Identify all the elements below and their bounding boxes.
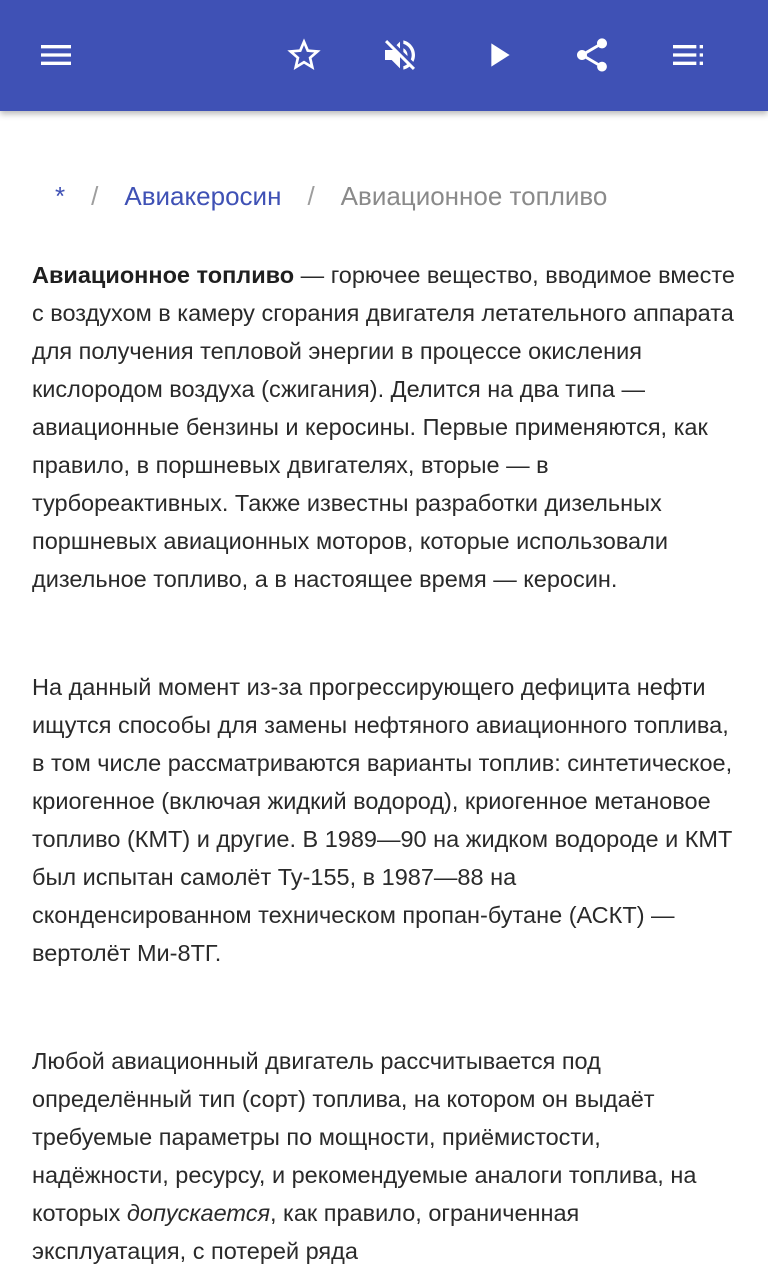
mute-button[interactable] xyxy=(372,27,428,83)
article-paragraph-3 xyxy=(32,1042,738,1270)
app-toolbar xyxy=(0,0,768,111)
breadcrumb-separator: / xyxy=(91,181,99,211)
article-paragraph-2 xyxy=(32,668,738,972)
share-button[interactable] xyxy=(564,27,620,83)
volume-off-icon xyxy=(380,35,420,75)
favorite-button[interactable] xyxy=(276,27,332,83)
star-outline-icon xyxy=(284,35,324,75)
paragraph-text: На данный момент из-за прогрессирующего дефицита нефти ищутся способы для замены нефтяного авиационного топлива, в том числе рассматриваются варианты топлив: синтетическое, криогенное (включая жидкий водород), криогенное метановое топливо (КМТ) и другие. В 1989—90 на жидком водороде и КМТ был испытан самолёт Ту-155, в 1987—88 на сконденсированном техническом пропан-бутане (АСКТ) — вертолёт Ми-8ТГ. xyxy=(32,674,733,966)
contents-button[interactable] xyxy=(660,27,716,83)
menu-button[interactable] xyxy=(28,27,84,83)
article-term: Авиационное топливо xyxy=(32,262,295,288)
breadcrumb-separator: / xyxy=(307,181,315,211)
emphasis-text: допускается xyxy=(126,1200,270,1226)
breadcrumb xyxy=(55,181,607,212)
paragraph-text: Любой авиационный двигатель рассчитывается под определённый тип (сорт) топлива, на котором он выдаёт требуемые параметры по мощности, приёмистости, надёжности, ресурсу, и рекомендуемые аналоги топлива, на которых xyxy=(32,1048,697,1226)
play-icon xyxy=(478,35,518,75)
play-button[interactable] xyxy=(470,27,526,83)
paragraph-text: , как правило, ограниченная эксплуатация, с потерей ряда xyxy=(32,1200,580,1264)
paragraph-text: — горючее вещество, вводимое вместе с воздухом в камеру сгорания двигателя летательного аппарата для получения тепловой энергии в процессе окисления кислородом воздуха (сжигания). Делится на два типа — авиационные бензины и керосины. Первые применяются, как правило, в поршневых двигателях, вторые — в турбореактивных. Также известны разработки дизельных поршневых авиационных моторов, которые использовали дизельное топливо, а в настоящее время — керосин. xyxy=(32,262,735,592)
breadcrumb-parent-link[interactable]: Авиакеросин xyxy=(124,181,282,211)
breadcrumb-root-link[interactable]: * xyxy=(55,181,66,211)
menu-icon xyxy=(36,35,76,75)
playlist-icon xyxy=(668,35,708,75)
breadcrumb-current: Авиационное топливо xyxy=(340,181,608,211)
share-icon xyxy=(572,35,612,75)
article-content xyxy=(0,111,768,1280)
article-paragraph-1 xyxy=(32,256,738,598)
